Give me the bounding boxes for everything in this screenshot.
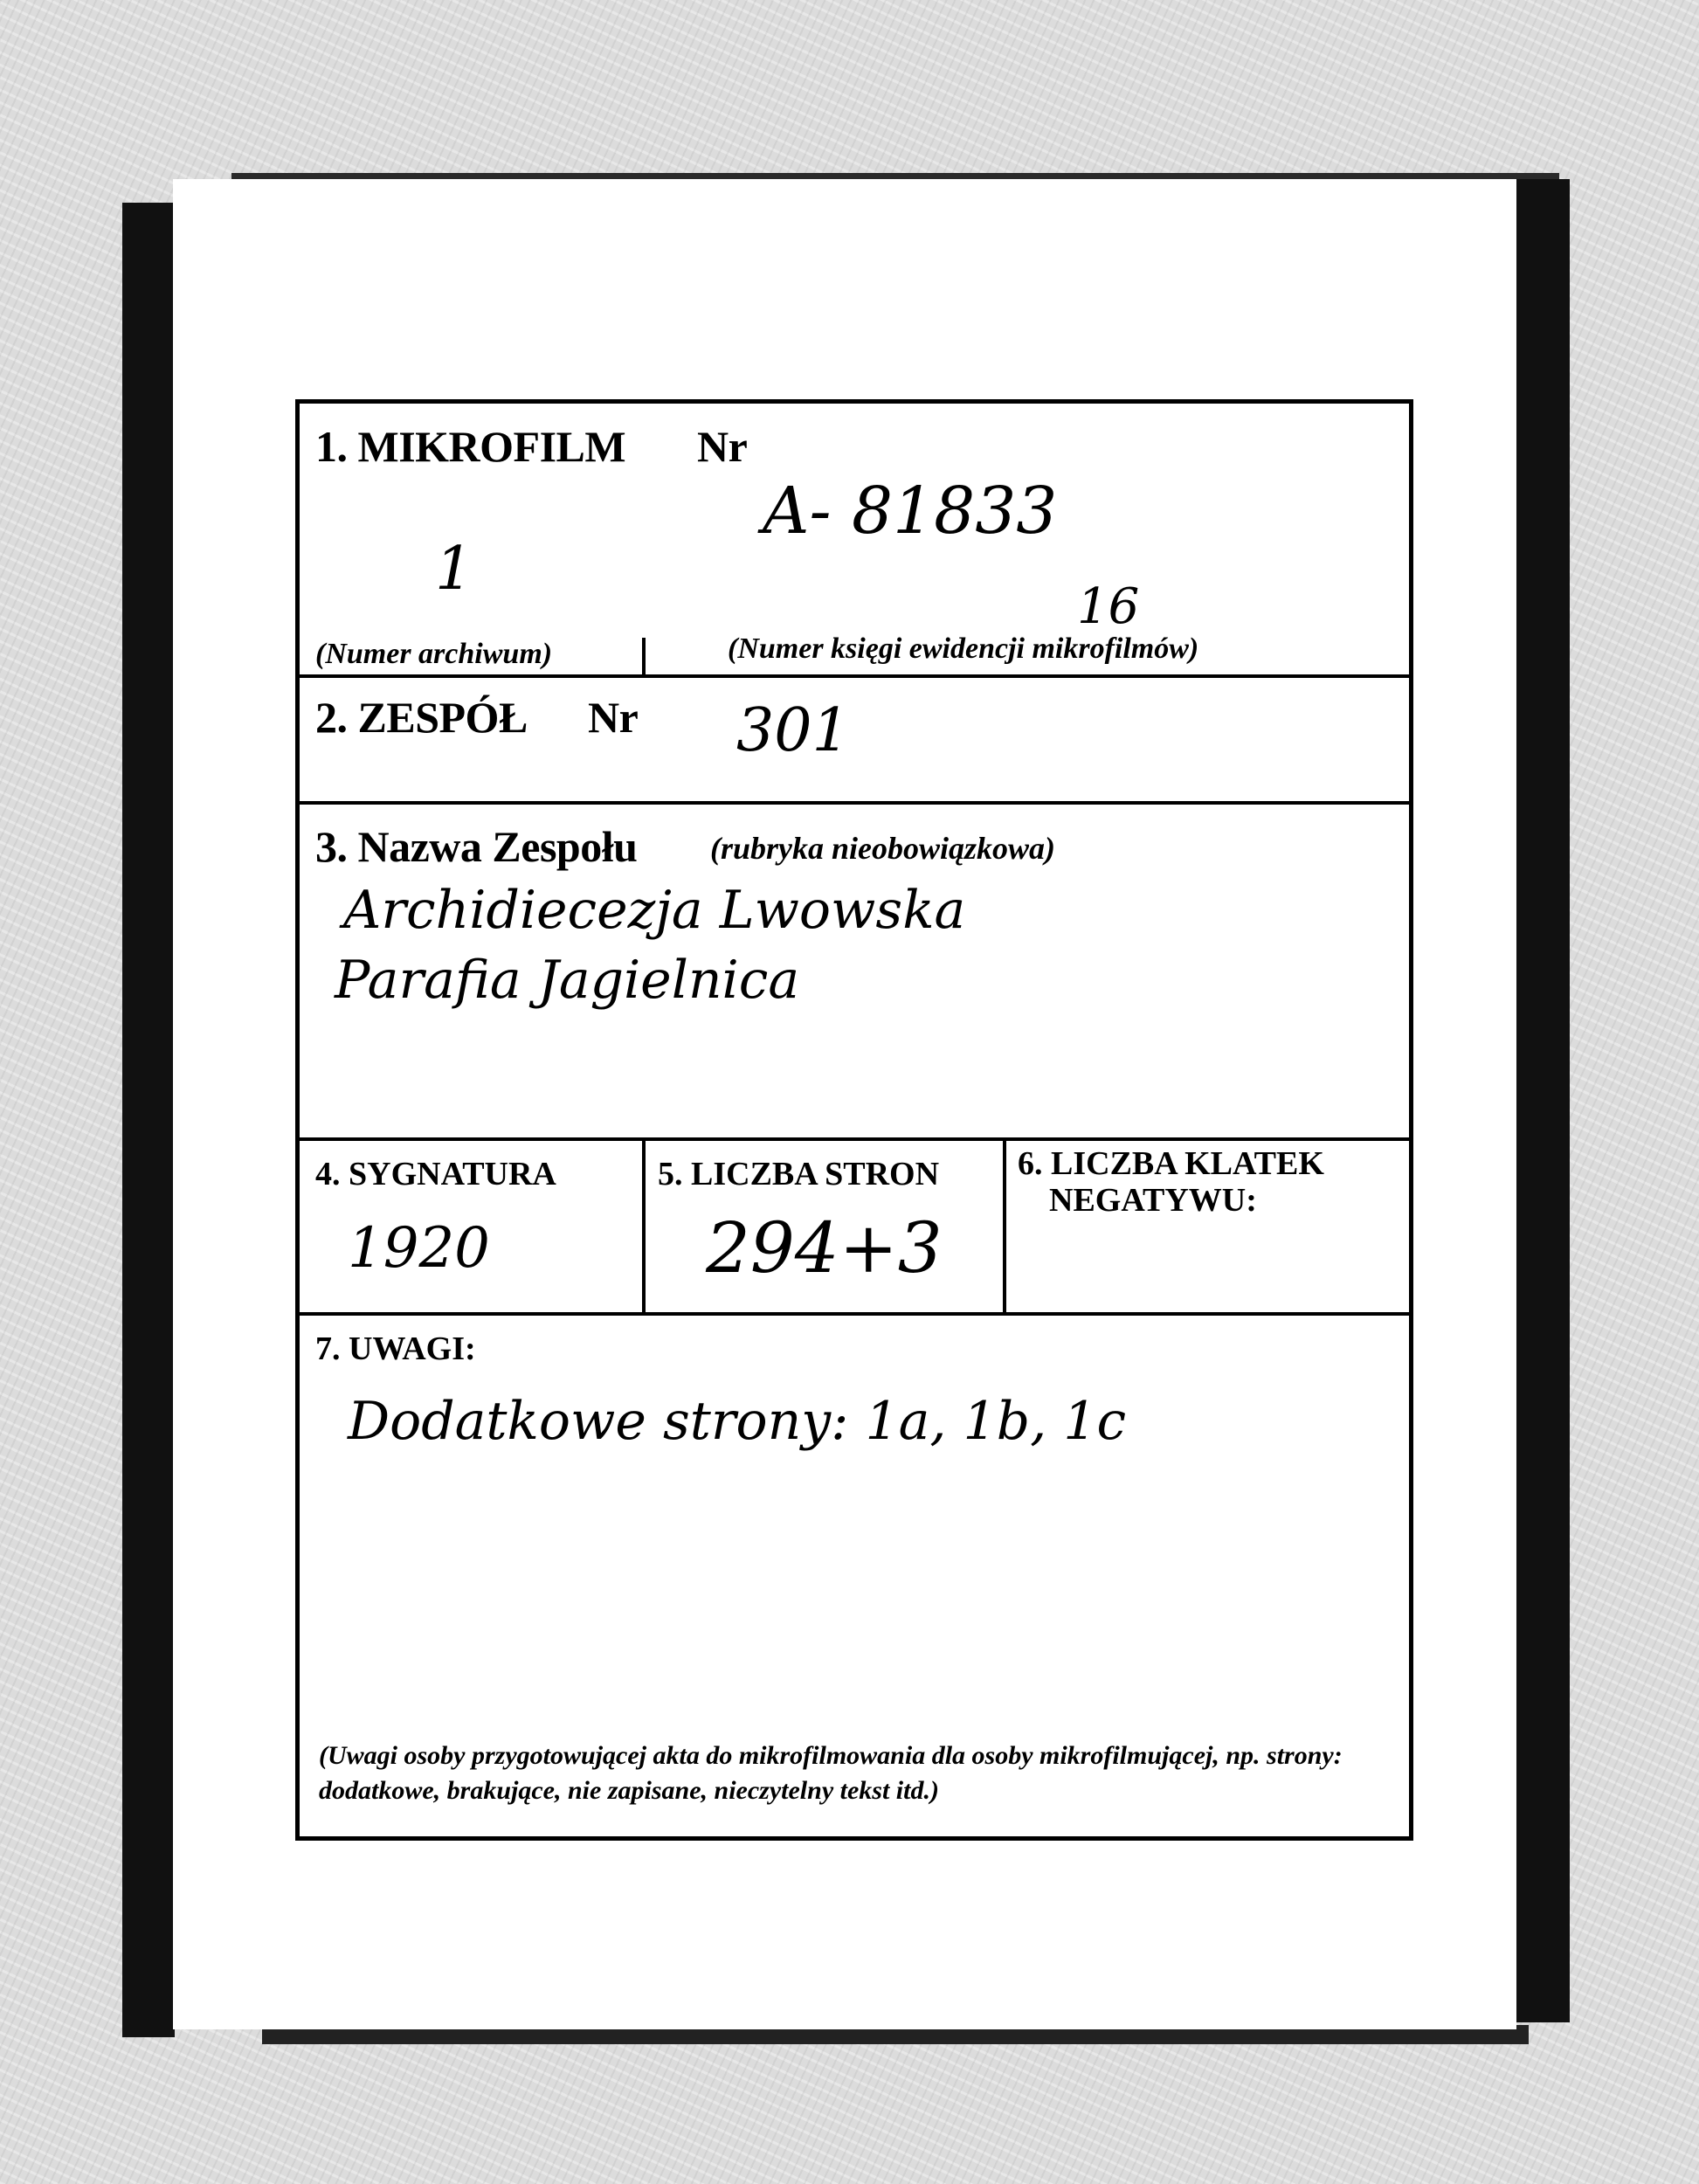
caption-divider [642, 638, 646, 674]
microfilm-card [173, 179, 1516, 2029]
scan-shadow-right [1516, 179, 1570, 2022]
section3-optional-note: (rubryka nieobowiązkowa) [710, 831, 1056, 866]
page-count-value: 294+3 [706, 1207, 943, 1289]
fond-number: 301 [736, 696, 850, 765]
divider-2 [300, 801, 1409, 805]
divider-3 [300, 1137, 1409, 1141]
remarks-instruction: (Uwagi osoby przygotowującej akta do mikrofilmowania dla osoby mikrofilmującej, np. strony: dodatkowe, brakujące, nie zapisane, nieczytelny tekst itd.) [319, 1741, 1343, 1805]
fond-name-line1: Archidiecezja Lwowska [343, 880, 966, 941]
section7-label: 7. UWAGI: [315, 1330, 476, 1367]
divider-1 [300, 674, 1409, 678]
microfilm-number: A- 81833 [763, 473, 1058, 549]
scan-shadow-left [122, 203, 175, 2037]
section2-label: 2. ZESPÓŁ [315, 693, 528, 742]
remarks-value: Dodatkowe strony: 1a, 1b, 1c [348, 1391, 1127, 1452]
fond-name-line2: Parafia Jagielnica [335, 950, 800, 1011]
section1-nr: Nr [697, 422, 748, 471]
form-table [295, 399, 1413, 1841]
column-divider-2 [1003, 1137, 1006, 1312]
registry-number: 16 [1077, 578, 1140, 635]
section1-label: 1. MIKROFILM [315, 422, 626, 471]
archive-number: 1 [435, 535, 473, 604]
section6-label-line1: 6. LICZBA KLATEK [1018, 1145, 1324, 1182]
column-divider-1 [642, 1137, 646, 1312]
section4-label: 4. SYGNATURA [315, 1156, 556, 1192]
registry-number-caption: (Numer księgi ewidencji mikrofilmów) [728, 632, 1199, 665]
section5-label: 5. LICZBA STRON [658, 1156, 940, 1192]
archive-number-caption: (Numer archiwum) [315, 638, 553, 670]
divider-4 [300, 1312, 1409, 1316]
section3-label: 3. Nazwa Zespołu [315, 822, 638, 871]
section6-label-line2: NEGATYWU: [1049, 1182, 1257, 1219]
section2-nr: Nr [588, 693, 639, 742]
signature-value: 1920 [348, 1216, 490, 1281]
